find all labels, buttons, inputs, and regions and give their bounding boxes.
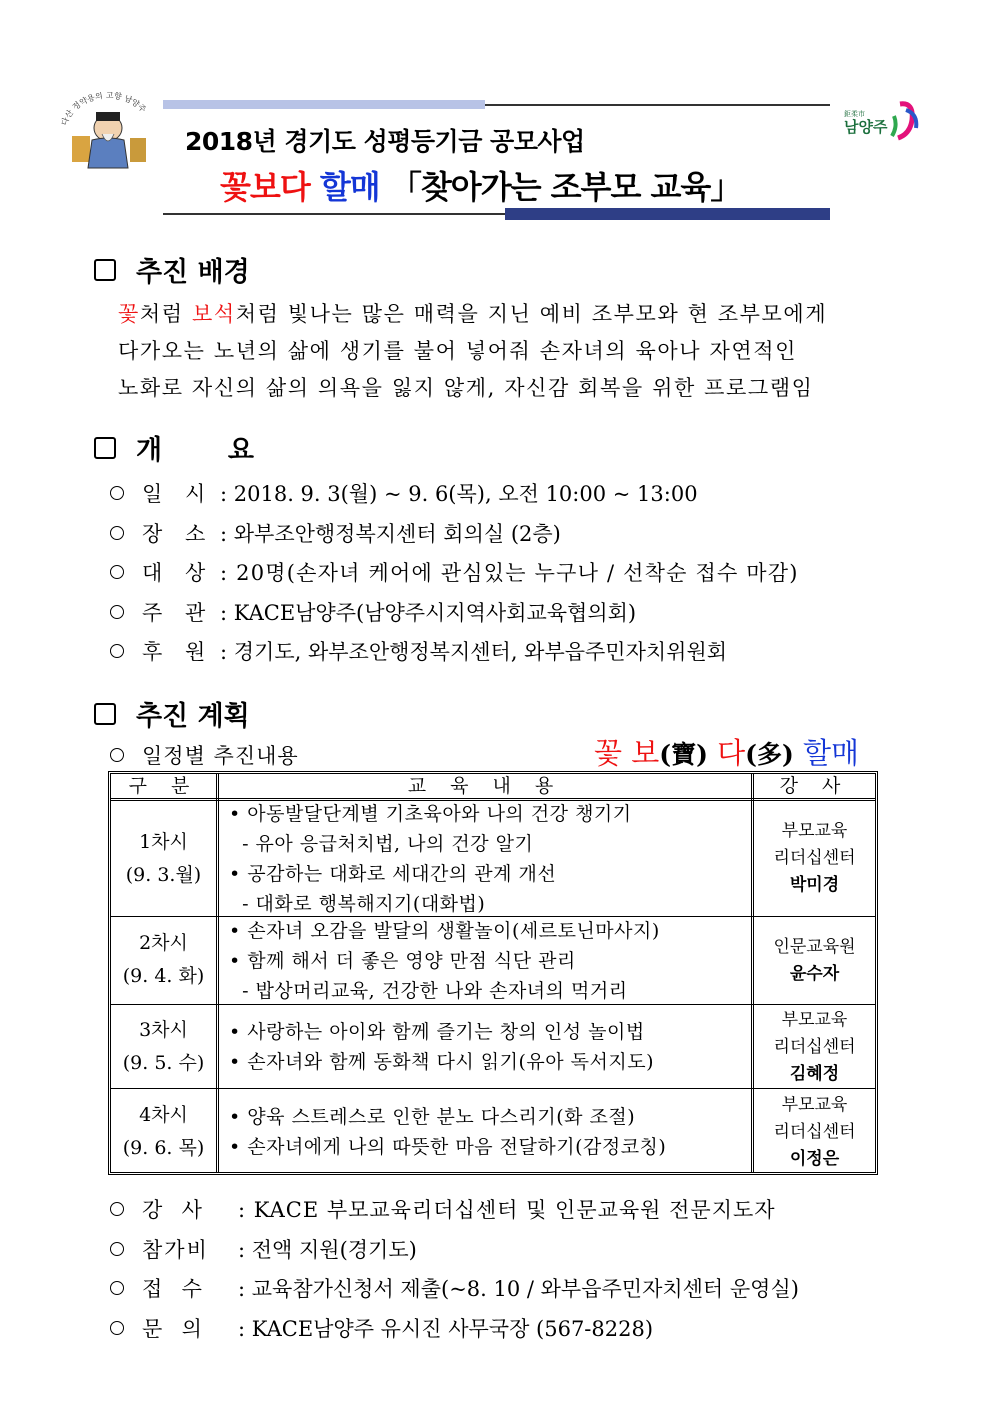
instructor-cell: 부모교육 리더십센터 김혜정 bbox=[773, 1010, 856, 1084]
info-row: 참가비 : 전액 지원(경기도) bbox=[110, 1234, 417, 1264]
circle-bullet-icon bbox=[110, 1281, 124, 1295]
instructor-name: 윤수자 bbox=[789, 964, 840, 984]
overview-row: 일 시 : 2018. 9. 3(월) ~ 9. 6(목), 오전 10:00 ~ 13:00 bbox=[110, 478, 698, 508]
table-header-cell: 구 분 bbox=[128, 775, 199, 797]
section-heading: 추진 계획 bbox=[136, 701, 250, 732]
title-red: 꽃보다 bbox=[220, 168, 310, 206]
info-row: 접 수 : 교육참가신청서 제출(~8. 10 / 와부읍주민자치센터 운영실) bbox=[110, 1273, 799, 1303]
circle-bullet-icon bbox=[110, 748, 124, 762]
table-row: 2차시 (9. 4. 화) bbox=[122, 932, 205, 987]
circle-bullet-icon bbox=[110, 1242, 124, 1256]
overview-row: 후 원 : 경기도, 와부조안행정복지센터, 와부읍주민자치위원회 bbox=[110, 636, 727, 666]
circle-bullet-icon bbox=[110, 605, 124, 619]
table-row: 1차시 (9. 3.월) bbox=[125, 831, 202, 886]
section-background bbox=[94, 250, 250, 289]
nsk-mascot-logo bbox=[52, 92, 164, 170]
instructor-cell: 부모교육 리더십센터 이정은 bbox=[773, 1095, 856, 1169]
title-rest: 「찾아가는 조부모 교육」 bbox=[389, 168, 742, 206]
instructor-cell: 부모교육 리더십센터 박미경 bbox=[773, 821, 856, 895]
instructor-name: 김혜정 bbox=[789, 1064, 840, 1084]
header-line-top bbox=[485, 104, 830, 106]
header-bar-bottom bbox=[505, 208, 830, 220]
overview-row: 주 관 : KACE남양주(남양주시지역사회교육협의회) bbox=[110, 597, 636, 627]
circle-bullet-icon bbox=[110, 644, 124, 658]
instructor-name: 이정은 bbox=[789, 1149, 840, 1169]
checkbox-square-icon bbox=[94, 259, 116, 281]
logo-right-small: 鉅柔市 bbox=[844, 110, 865, 118]
header-line-bottom bbox=[163, 213, 505, 215]
session-content: • 손자녀 오감을 발달의 생활놀이(세르토닌마사지) • 함께 해서 더 좋은 영양 만점 식단 관리 - 밥상머리교육, 건강한 나와 손자녀의 먹거리 bbox=[229, 920, 660, 1002]
circle-bullet-icon bbox=[110, 1202, 124, 1216]
session-content: • 사랑하는 아이와 함께 즐기는 창의 인성 놀이법 • 손자녀와 함께 동화책 다시 읽기(유아 독서지도) bbox=[229, 1021, 654, 1073]
session-content: • 아동발달단계별 기초육아와 나의 건강 챙기기 - 유아 응급처치법, 나의 건강 알기 • 공감하는 대화로 세대간의 관계 개선 - 대화로 행복해지기(대화법) bbox=[229, 803, 632, 915]
instructor-name: 박미경 bbox=[789, 875, 840, 895]
section-heading: 개 요 bbox=[136, 435, 254, 466]
session-content: • 양육 스트레스로 인한 분노 다스리기(화 조절) • 손자녀에게 나의 따뜻한 마음 전달하기(감정코칭) bbox=[229, 1106, 667, 1158]
table-header-cell: 교 육 내 용 bbox=[407, 775, 563, 797]
program-brand: 꽃 보(寶) 다(多) 할매 bbox=[594, 736, 860, 770]
circle-bullet-icon bbox=[110, 486, 124, 500]
schedule-table bbox=[108, 771, 878, 1175]
checkbox-square-icon bbox=[94, 703, 116, 725]
overview-row: 장 소 : 와부조안행정복지센터 회의실 (2층) bbox=[110, 518, 561, 548]
table-row: 4차시 (9. 6. 목) bbox=[122, 1104, 205, 1159]
background-line-3: 노화로 자신의 삶의 의욕을 잃지 않게, 자신감 회복을 위한 프로그램임 bbox=[118, 376, 814, 400]
section-heading: 추진 배경 bbox=[136, 257, 250, 288]
title-blue: 할매 bbox=[319, 168, 380, 206]
section-plan bbox=[94, 694, 250, 733]
logo-right-text: 남양주 bbox=[844, 118, 888, 136]
instructor-cell: 인문교육원 윤수자 bbox=[773, 937, 856, 984]
info-row: 강 사 : KACE 부모교육리더십센터 및 인문교육원 전문지도자 bbox=[110, 1194, 776, 1224]
plan-subheading: 일정별 추진내용 bbox=[110, 740, 299, 770]
circle-bullet-icon bbox=[110, 1321, 124, 1335]
overview-row: 대 상 : 20명(손자녀 케어에 관심있는 누구나 / 선착순 접수 마감) bbox=[110, 557, 799, 587]
checkbox-square-icon bbox=[94, 437, 116, 459]
circle-bullet-icon bbox=[110, 526, 124, 540]
section-overview bbox=[94, 428, 254, 467]
header-bar-top bbox=[163, 100, 485, 109]
background-line-2: 다가오는 노년의 삶에 생기를 불어 넣어줘 손자녀의 육아나 자연적인 bbox=[118, 339, 798, 363]
table-header-cell: 강 사 bbox=[779, 775, 850, 797]
background-line-1: 꽃처럼 보석처럼 빛나는 많은 매력을 지닌 예비 조부모와 현 조부모에게 bbox=[118, 302, 828, 326]
logo-left-text: 다산 정약용의 고향 남양주 bbox=[59, 92, 148, 127]
header-subtitle: 2018년 경기도 성평등기금 공모사업 bbox=[185, 127, 585, 156]
circle-bullet-icon bbox=[110, 565, 124, 579]
namyangju-logo bbox=[842, 98, 922, 144]
info-row: 문 의 : KACE남양주 유시진 사무국장 (567-8228) bbox=[110, 1313, 653, 1343]
table-row: 3차시 (9. 5. 수) bbox=[122, 1019, 205, 1074]
header-title bbox=[220, 162, 741, 208]
